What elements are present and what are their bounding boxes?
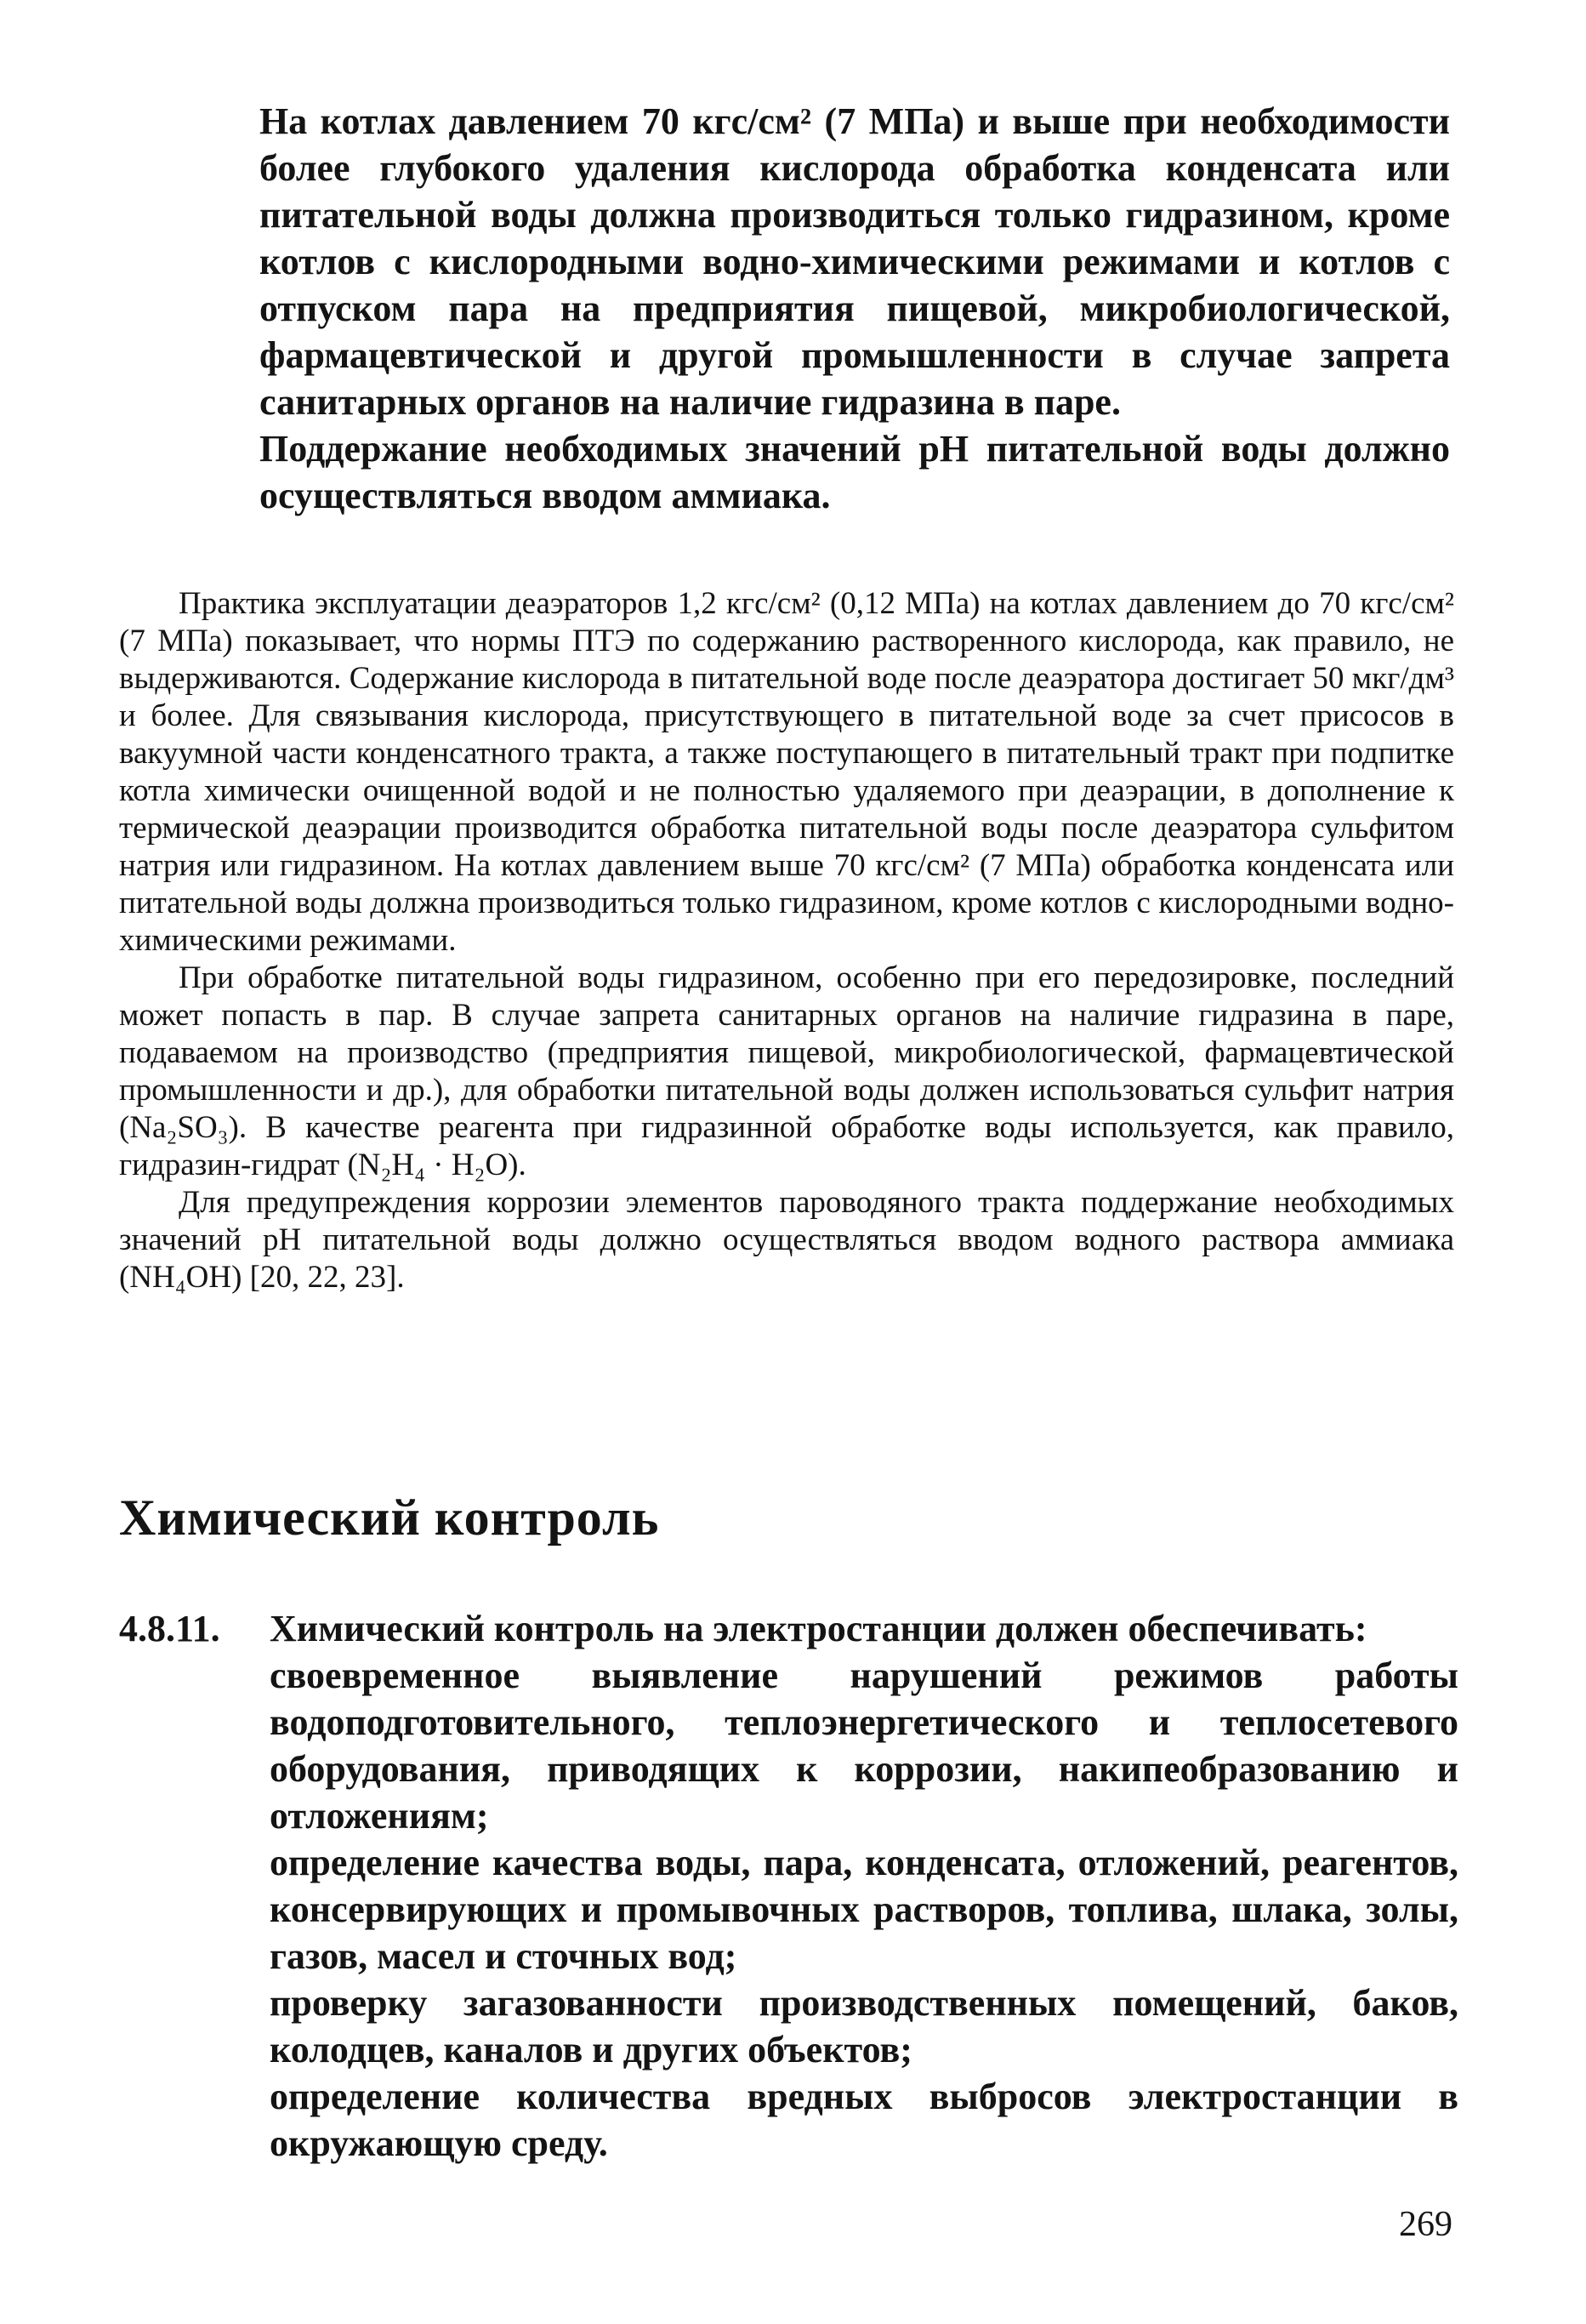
- section-heading: Химический контроль: [119, 1490, 660, 1546]
- section-number: 4.8.11.: [119, 1608, 220, 1649]
- rule-paragraph: Поддержание необходимых значений pH питательной воды должно осуществляться вводом аммиака.: [259, 428, 1450, 516]
- section-content: [270, 1605, 1458, 2167]
- section-line: проверку загазованности производственных помещений, баков, колодцев, каналов и других объектов;: [270, 1982, 1458, 2071]
- rule-text-block: [259, 98, 1450, 519]
- commentary-paragraph: Для предупреждения коррозии элементов пароводяного тракта поддержание необходимых значений pH питательной воды должно осуществляться вводом водного раствора аммиака (NH₄OH) [20, 22, 23].: [119, 1185, 1454, 1295]
- section-line: своевременное выявление нарушений режимов работы водоподготовительного, теплоэнергетического и теплосетевого оборудования, приводящих к коррозии, накипеобразованию и отложениям;: [270, 1655, 1458, 1837]
- section-4-8-11: [119, 1605, 1458, 2167]
- section-line: определение количества вредных выбросов электростанции в окружающую среду.: [270, 2076, 1458, 2164]
- commentary-text-block: [119, 585, 1454, 1296]
- section-line: Химический контроль на электростанции должен обеспечивать:: [270, 1608, 1367, 1649]
- rule-paragraph: На котлах давлением 70 кгс/см² (7 МПа) и выше при необходимости более глубокого удаления кислорода обработка конденсата или питательной воды должна производиться только гидразином, кроме котлов с кислородными водно-химическими режимами и котлов с отпуском пара на предприятия пищевой, микробиологической, фармацевтической и другой промышленности в случае запрета санитарных органов на наличие гидразина в паре.: [259, 100, 1450, 423]
- page-number: 269: [1399, 2205, 1452, 2244]
- section-line: определение качества воды, пара, конденсата, отложений, реагентов, консервирующих и промывочных растворов, топлива, шлака, золы, газов, масел и сточных вод;: [270, 1842, 1458, 1977]
- commentary-paragraph: Практика эксплуатации деаэраторов 1,2 кгс/см² (0,12 МПа) на котлах давлением до 70 кгс/см² (7 МПа) показывает, что нормы ПТЭ по содержанию растворенного кислорода, как правило, не выдерживаются. Содержание кислорода в питательной воде после деаэратора достигает 50 мкг/дм³ и более. Для связывания кислорода, присутствующего в питательной воде за счет присосов в вакуумной части конденсатного тракта, а также поступающего в питательный тракт при подпитке котла химически очищенной водой и не полностью удаляемого при деаэрации, в дополнение к термической деаэрации производится обработка питательной воды после деаэратора сульфитом натрия или гидразином. На котлах давлением выше 70 кгс/см² (7 МПа) обработка конденсата или питательной воды должна производиться только гидразином, кроме котлов с кислородными водно-химическими режимами.: [119, 586, 1454, 958]
- commentary-paragraph: При обработке питательной воды гидразином, особенно при его передозировке, последний может попасть в пар. В случае запрета санитарных органов на наличие гидразина в паре, подаваемом на производство (предприятия пищевой, микробиологической, фармацевтической промышленности и др.), для обработки питательной воды должен использоваться сульфит натрия (Na₂SO₃). В качестве реагента при гидразинной обработке воды используется, как правило, гидразин-гидрат (N₂H₄ · H₂O).: [119, 960, 1454, 1182]
